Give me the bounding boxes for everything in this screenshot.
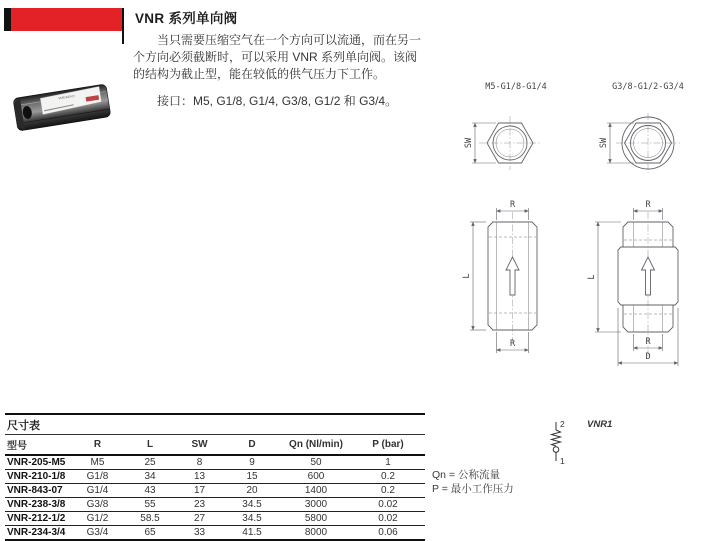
table-row xyxy=(5,470,425,484)
value-cell: 27 xyxy=(176,512,223,526)
value-cell: 0.2 xyxy=(351,470,425,484)
value-cell: G1/4 xyxy=(71,484,124,498)
value-cell: 8 xyxy=(176,455,223,470)
value-cell: 34.5 xyxy=(223,512,281,526)
right-front-view xyxy=(587,200,678,366)
r-dim-label: R xyxy=(509,339,516,349)
value-cell: G3/4 xyxy=(71,526,124,541)
table-title: 尺寸表 xyxy=(5,415,425,435)
intro-paragraph xyxy=(133,32,425,83)
r-dim-label: R xyxy=(645,200,651,210)
legend-notes xyxy=(432,469,514,496)
check-ball-symbol xyxy=(553,447,559,453)
value-cell: 34 xyxy=(124,470,176,484)
value-cell: 13 xyxy=(176,470,223,484)
value-cell: 600 xyxy=(281,470,351,484)
product-label-text: VNR-843-07 xyxy=(58,93,76,101)
table-header-row xyxy=(5,435,425,455)
left-drawing-title: M5-G1/8-G1/4 xyxy=(485,82,547,92)
value-cell: 17 xyxy=(176,484,223,498)
dimensions-grid xyxy=(5,435,425,541)
model-cell: VNR-210-1/8 xyxy=(5,470,71,484)
column-header: P (bar) xyxy=(351,435,425,455)
column-header: 型号 xyxy=(5,435,71,455)
brand-red-block xyxy=(11,8,122,31)
port-2-label: 2 xyxy=(560,419,565,429)
value-cell: 8000 xyxy=(281,526,351,541)
value-cell: 3000 xyxy=(281,498,351,512)
value-cell: 58.5 xyxy=(124,512,176,526)
value-cell: 0.02 xyxy=(351,512,425,526)
symbol-name-label: VNR1 xyxy=(587,419,613,430)
value-cell: 55 xyxy=(124,498,176,512)
product-photo xyxy=(10,78,115,138)
header-divider xyxy=(122,8,124,44)
flow-arrow xyxy=(506,257,519,295)
brand-black-tab xyxy=(4,8,11,31)
value-cell: 43 xyxy=(124,484,176,498)
r-dim-label: R xyxy=(509,200,516,210)
value-cell: 9 xyxy=(223,455,281,470)
note-p: P = 最小工作压力 xyxy=(432,482,514,495)
column-header: SW xyxy=(176,435,223,455)
ports-line: 接口：M5, G1/8, G1/4, G3/8, G1/2 和 G3/4。 xyxy=(157,94,398,108)
valve-body-photo xyxy=(13,84,111,131)
value-cell: 15 xyxy=(223,470,281,484)
value-cell: 65 xyxy=(124,526,176,541)
column-header: D xyxy=(223,435,281,455)
dimensions-table xyxy=(5,413,425,541)
table-row xyxy=(5,455,425,470)
d-dim-label: D xyxy=(645,352,651,362)
value-cell: 50 xyxy=(281,455,351,470)
model-cell: VNR-843-07 xyxy=(5,484,71,498)
model-cell: VNR-212-1/2 xyxy=(5,512,71,526)
value-cell: 0.2 xyxy=(351,484,425,498)
value-cell: 25 xyxy=(124,455,176,470)
table-row xyxy=(5,526,425,541)
column-header: R xyxy=(71,435,124,455)
l-dim-label: L xyxy=(587,274,597,280)
left-front-view xyxy=(462,200,537,353)
value-cell: 41.5 xyxy=(223,526,281,541)
pneumatic-symbol xyxy=(540,413,650,471)
right-top-view xyxy=(599,113,680,173)
value-cell: G1/8 xyxy=(71,470,124,484)
table-row xyxy=(5,498,425,512)
note-qn: Qn = 公称流量 xyxy=(432,469,500,481)
value-cell: 20 xyxy=(223,484,281,498)
sw-dim-label: SW xyxy=(599,137,609,149)
column-header: Qn (Nl/min) xyxy=(281,435,351,455)
value-cell: 0.02 xyxy=(351,498,425,512)
value-cell: 23 xyxy=(176,498,223,512)
port-1-label: 1 xyxy=(560,456,565,466)
table-row xyxy=(5,484,425,498)
value-cell: 0.06 xyxy=(351,526,425,541)
technical-drawings xyxy=(430,70,727,372)
value-cell: 33 xyxy=(176,526,223,541)
value-cell: 1 xyxy=(351,455,425,470)
left-top-view xyxy=(464,116,541,170)
value-cell: G3/8 xyxy=(71,498,124,512)
value-cell: 34.5 xyxy=(223,498,281,512)
l-dim-label: L xyxy=(462,273,472,279)
model-cell: VNR-205-M5 xyxy=(5,455,71,470)
value-cell: 1400 xyxy=(281,484,351,498)
column-header: L xyxy=(124,435,176,455)
intro-text: 当只需要压缩空气在一个方向可以流通，而在另一个方向必须截断时，可以采用 VNR 系列单向阀。该阀的结构为截止型，能在较低的供气压力下工作。 xyxy=(133,33,422,81)
flow-arrow xyxy=(642,257,655,295)
model-cell: VNR-238-3/8 xyxy=(5,498,71,512)
r-dim-label: R xyxy=(645,337,651,347)
value-cell: M5 xyxy=(71,455,124,470)
sw-dim-label: SW xyxy=(464,137,474,149)
spring-symbol xyxy=(552,430,561,446)
value-cell: 5800 xyxy=(281,512,351,526)
right-drawing-title: G3/8-G1/2-G3/4 xyxy=(612,82,684,92)
table-row xyxy=(5,512,425,526)
value-cell: G1/2 xyxy=(71,512,124,526)
page-title: VNR 系列单向阀 xyxy=(135,11,238,26)
model-cell: VNR-234-3/4 xyxy=(5,526,71,541)
